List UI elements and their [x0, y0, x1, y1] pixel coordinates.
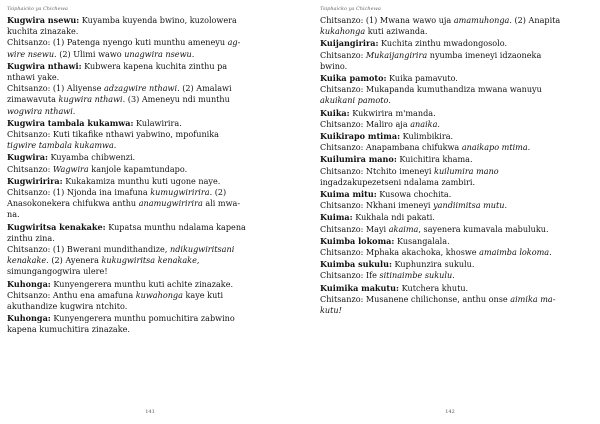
dictionary-entry [320, 73, 590, 107]
entry-text: Chitsanzo: [320, 49, 366, 60]
entry-text: Kukwirira m'manda. [349, 107, 436, 118]
headword: Kuika: [320, 107, 350, 118]
entry-line [320, 200, 590, 211]
dictionary-entry [320, 131, 590, 153]
entry-line [320, 259, 590, 270]
dictionary-entry [320, 15, 590, 37]
example-phrase: kenakake [7, 255, 47, 266]
entry-text: nyumba imeneyi idzaoneka [427, 49, 542, 60]
entry-text: kapena kumuchitira zinazake. [7, 324, 131, 335]
entry-text: Kubwera kapena kuchita zinthu pa [81, 60, 228, 71]
example-phrase: amamuhonga [453, 15, 510, 25]
entry-line [320, 38, 590, 49]
dictionary-entry [320, 38, 590, 72]
dictionary-entry [320, 154, 590, 188]
dictionary-entry [320, 283, 590, 317]
entry-text: . [113, 140, 117, 151]
entry-text: Kusowa chochita. [376, 189, 452, 200]
entry-text: . (2) Amalawi [177, 83, 232, 94]
entry-line [320, 189, 590, 200]
entry-text: Chitsanzo: (1) Aliyense [7, 83, 105, 94]
entry-line [320, 294, 590, 305]
entry-line [7, 233, 278, 244]
entry-line [320, 119, 590, 130]
running-head: Tsiphaicko ya Chichewa [7, 6, 68, 12]
running-head: Tsiphaicko ya Chichewa [320, 6, 381, 12]
example-phrase: amaimba lokoma [479, 247, 550, 258]
entry-text: na. [7, 209, 20, 220]
entry-text: Chitsanzo: (1) Patenga nyengo kuti munthu ameneyu [7, 37, 228, 48]
entry-line [7, 255, 278, 266]
headword: Kuimba sukulu: [320, 259, 392, 270]
headword: Kugwira nsewu: [7, 15, 80, 25]
example-phrase: yandiimitsa mutu [433, 200, 505, 211]
entry-line [320, 73, 590, 84]
headword: Kuima mitu: [320, 189, 377, 200]
entry-line [7, 313, 278, 324]
entry-text: Chitsanzo: [7, 163, 53, 174]
entry-line [7, 176, 278, 187]
entry-line [7, 198, 278, 209]
entry-line [7, 244, 278, 255]
entry-line [320, 26, 590, 37]
entry-text: Chitsanzo: Nkhani imeneyi [320, 200, 434, 211]
dictionary-entry [320, 108, 590, 130]
entry-line [7, 187, 278, 198]
entry-text: . [388, 95, 391, 106]
entry-line [7, 140, 278, 151]
entry-line [7, 118, 278, 129]
example-phrase: kuwahonga [135, 289, 183, 300]
entry-line [7, 94, 278, 105]
entry-line [7, 164, 278, 175]
entry-text: Chitsanzo: (1) Mwana wawo uja [320, 15, 454, 25]
headword: Kuima: [320, 212, 353, 223]
entry-line [7, 72, 278, 83]
example-phrase: anamugwiririra [138, 198, 203, 209]
dictionary-entry [320, 212, 590, 234]
entry-line [320, 84, 590, 95]
headword: Kugwiritsa kenakake: [7, 221, 106, 232]
example-phrase: wogwira nthawi [7, 105, 73, 116]
entry-text: Kunyengerera munthu kuti achite zinazake. [50, 278, 234, 289]
entry-text: Kuichitira khama. [396, 154, 473, 165]
dictionary-entries [7, 15, 278, 336]
entry-text: Kukakamiza munthu kuti ugone naye. [62, 175, 221, 186]
entry-text: Kuyamba kuyenda bwino, kuzolowera [79, 15, 237, 25]
entry-text: akuthandize kugwira ntchito. [7, 301, 128, 312]
dictionary-entry [7, 313, 278, 335]
dictionary-entry [7, 279, 278, 313]
entry-line [7, 279, 278, 290]
entry-text: . (2) [209, 187, 227, 198]
entry-text: Kupatsa munthu ndalama kapena [105, 221, 246, 232]
example-phrase: aimika ma- [510, 293, 556, 304]
entry-line [320, 61, 590, 72]
entry-line [7, 290, 278, 301]
entry-line [7, 15, 278, 26]
entry-text: ingadzakupezetseni ndalama zambiri. [320, 176, 476, 187]
example-phrase: kukugwiritsa kenakake [101, 255, 197, 266]
entry-line [320, 131, 590, 142]
example-phrase: anaika [410, 118, 438, 129]
entry-text: bwino. [320, 60, 348, 71]
example-phrase: akaima [388, 223, 419, 234]
entry-line [320, 212, 590, 223]
entry-line [320, 166, 590, 177]
entry-line [7, 49, 278, 60]
entry-line [7, 61, 278, 72]
entry-text: nthawi yake. [7, 72, 60, 83]
page-number: 141 [145, 409, 155, 415]
entry-line [320, 50, 590, 61]
entry-line [7, 301, 278, 312]
entry-line [7, 209, 278, 220]
dictionary-entries [320, 15, 590, 316]
entry-text: Chitsanzo: Musanene chilichonse, anthu onse [320, 293, 511, 304]
entry-text: . [452, 270, 455, 281]
entry-text: Kulimbikira. [400, 131, 454, 142]
example-phrase: ag- [227, 37, 241, 48]
entry-line [320, 108, 590, 119]
entry-text: Chitsanzo: Ntchito imeneyi [320, 165, 435, 176]
entry-line [7, 222, 278, 233]
example-phrase: kumugwiririra [150, 187, 210, 198]
dictionary-entry [7, 61, 278, 117]
entry-text: kanjole kapamtundapo. [88, 163, 188, 174]
headword: Kuikirapo mtima: [320, 131, 401, 142]
entry-text: Kuyamba chibwenzi. [47, 152, 136, 163]
entry-text: . (2) Ayenera [46, 255, 102, 266]
example-phrase: kuilumira mano [434, 165, 499, 176]
headword: Kugwiririra: [7, 175, 63, 186]
entry-text: Kunyengerera munthu pomuchitira zabwino [50, 313, 235, 324]
example-phrase: kugwira nthawi [58, 94, 123, 105]
entry-line [7, 37, 278, 48]
headword: Kuhonga: [7, 278, 51, 289]
headword: Kuimika makutu: [320, 282, 400, 293]
entry-text: Kuika pamavuto. [386, 73, 458, 84]
entry-line [320, 305, 590, 316]
entry-text: Chitsanzo: Mphaka akachoka, khoswe [320, 247, 480, 258]
entry-text: Chitsanzo: Mukapanda kumuthandiza mwana wanuyu [320, 84, 542, 95]
right-page [300, 0, 600, 424]
entry-text: zinthu zina. [7, 232, 55, 243]
entry-line [7, 26, 278, 37]
entry-text: . [549, 247, 552, 258]
entry-text: , sayenera kumavala mabuluku. [418, 223, 549, 234]
example-phrase: Wagwira [52, 163, 89, 174]
entry-text: . [504, 200, 508, 211]
example-phrase: tigwire tambala kukamwa [7, 140, 114, 151]
dictionary-entry [7, 15, 278, 60]
example-phrase: anaikapo mtima [461, 142, 528, 153]
entry-line [320, 270, 590, 281]
headword: Kuhonga: [7, 313, 51, 324]
entry-text: kuti aziwanda. [365, 26, 428, 37]
entry-line [7, 106, 278, 117]
entry-line [7, 83, 278, 94]
entry-text: Chitsanzo: (1) Njonda ina imafuna [7, 187, 151, 198]
headword: Kuika pamoto: [320, 73, 387, 84]
headword: Kuilumira mano: [320, 154, 397, 165]
entry-text: simungangogwira ulere! [7, 266, 108, 277]
entry-text: kaye kuti [182, 289, 224, 300]
entry-text: Kukhala ndi pakati. [352, 212, 435, 223]
entry-text: Chitsanzo: Anapambana chifukwa [320, 142, 462, 153]
dictionary-entry [7, 222, 278, 278]
entry-text: Chitsanzo: (1) Bwerani mundithandize, [7, 244, 170, 255]
entry-line [320, 177, 590, 188]
entry-text: Chitsanzo: Mayi [320, 223, 389, 234]
entry-line [320, 95, 590, 106]
entry-text: Chitsanzo: Ife [320, 270, 380, 281]
example-phrase: akuikani pamoto [320, 95, 389, 106]
example-phrase: ndikugwiritsani [170, 244, 235, 255]
example-phrase: wire nsewu [7, 48, 55, 59]
entry-text: . (2) Anapita [509, 15, 561, 25]
entry-text: . [191, 48, 195, 59]
example-phrase: kutu! [320, 305, 342, 316]
page-number: 142 [445, 409, 455, 415]
entry-text: Chitsanzo: Maliro aja [320, 118, 411, 129]
entry-line [320, 154, 590, 165]
entry-line [320, 142, 590, 153]
entry-line [320, 15, 590, 26]
entry-text: Kuphunzira sukulu. [391, 259, 475, 270]
entry-text: kuchita zinazake. [7, 26, 79, 37]
entry-text: . [527, 142, 531, 153]
example-phrase: adzagwire nthawi [104, 83, 178, 94]
headword: Kugwira nthawi: [7, 60, 82, 71]
dictionary-entry [7, 118, 278, 152]
example-phrase: sitinaimbe sukulu [379, 270, 453, 281]
entry-text: . (2) Ulimi wawo [54, 48, 125, 59]
entry-text: Kutchera khutu. [399, 282, 469, 293]
entry-line [320, 236, 590, 247]
entry-text: Chitsanzo: Kuti tikafike nthawi yabwino, mpofunika [7, 129, 219, 140]
headword: Kugwira: [7, 152, 48, 163]
entry-text: Kusangalala. [394, 235, 450, 246]
entry-text: zimawavuta [7, 94, 59, 105]
dictionary-entry [320, 259, 590, 281]
dictionary-entry [7, 152, 278, 174]
entry-line [7, 266, 278, 277]
entry-line [7, 129, 278, 140]
dictionary-entry [320, 189, 590, 211]
example-phrase: kukahonga [320, 26, 366, 37]
dictionary-entry [320, 236, 590, 258]
dictionary-entry [7, 176, 278, 221]
entry-text: . [437, 118, 440, 129]
entry-text: . [72, 105, 76, 116]
example-phrase: Mukaijangirira [365, 49, 428, 60]
entry-text: Kuchita zinthu mwadongosolo. [378, 38, 508, 49]
entry-text: , [196, 255, 200, 266]
entry-text: ali mwa- [202, 198, 241, 209]
entry-text: . (3) Ameneyu ndi munthu [122, 94, 230, 105]
entry-line [7, 324, 278, 335]
headword: Kuijangirira: [320, 38, 379, 49]
example-phrase: unagwira nsewu [124, 48, 192, 59]
headword: Kugwira tambala kukamwa: [7, 117, 134, 128]
entry-line [320, 283, 590, 294]
entry-line [320, 247, 590, 258]
entry-line [320, 224, 590, 235]
entry-text: Chitsanzo: Anthu ena amafuna [7, 289, 136, 300]
entry-text: Kulawirira. [133, 117, 182, 128]
entry-line [7, 152, 278, 163]
entry-text: Anasokonekera chifukwa anthu [7, 198, 139, 209]
headword: Kuimba lokoma: [320, 235, 395, 246]
